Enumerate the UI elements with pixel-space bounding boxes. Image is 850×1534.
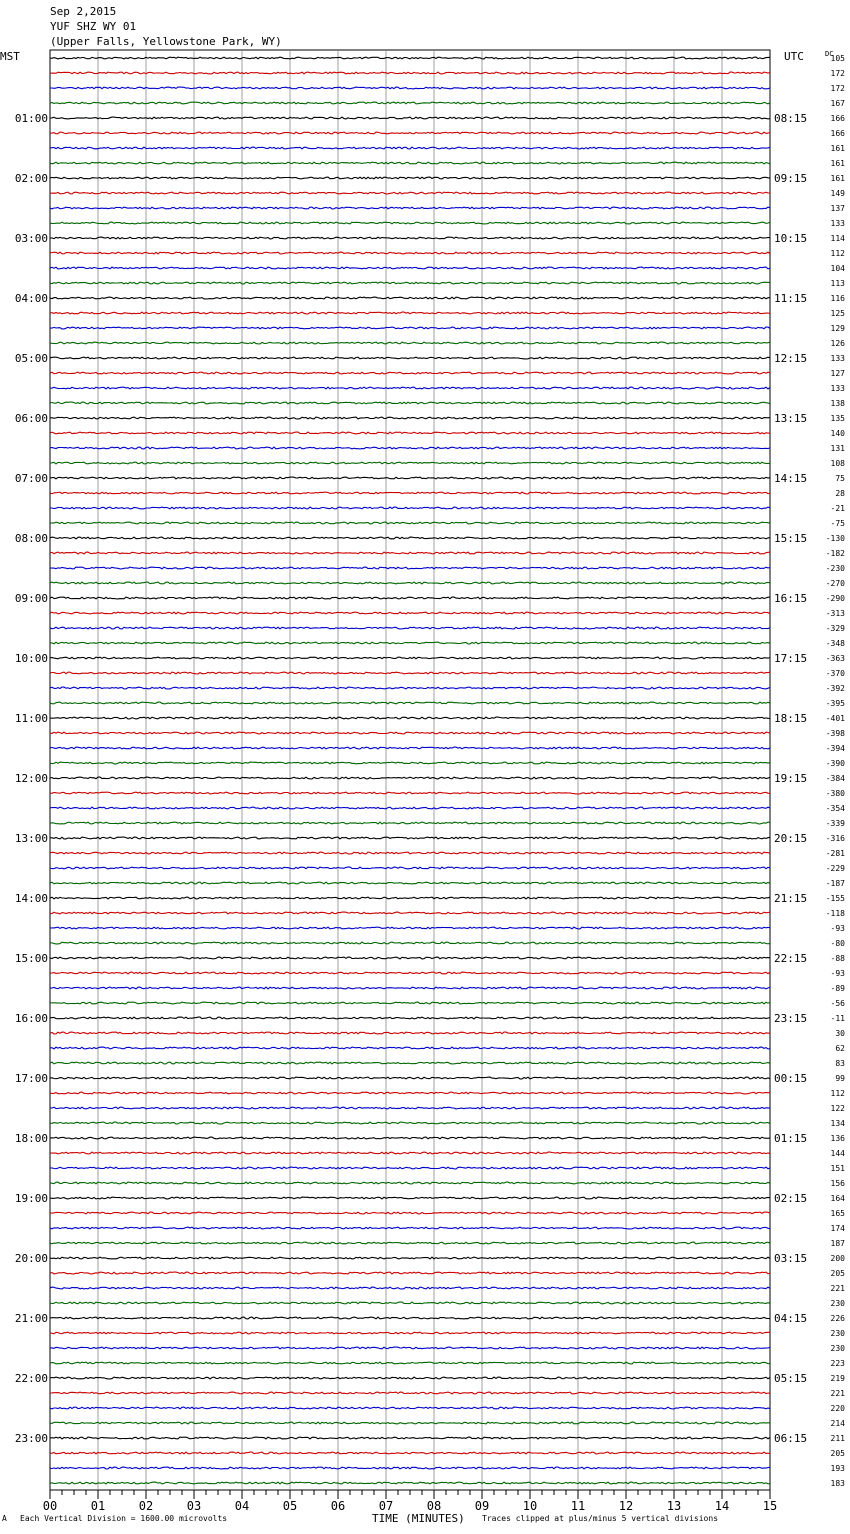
trace-line [50, 747, 770, 749]
utc-hour-label: 10:15 [774, 232, 808, 245]
utc-hour-label: 08:15 [774, 112, 808, 125]
mst-hour-label: 11:00 [14, 712, 48, 725]
utc-hour-label: 17:15 [774, 652, 808, 665]
trace-line [50, 462, 770, 464]
trace-line [50, 1152, 770, 1154]
trace-line [50, 1407, 770, 1409]
trace-line [50, 657, 770, 659]
trace-line [50, 132, 770, 134]
dc-offset-label: 220 [830, 1404, 845, 1413]
dc-offset-label: -281 [825, 849, 845, 858]
dc-offset-label: 161 [830, 144, 845, 153]
trace-line [50, 1467, 770, 1469]
dc-offset-label: 221 [830, 1284, 845, 1293]
mst-hour-label: 02:00 [14, 172, 48, 185]
trace-line [50, 672, 770, 674]
mst-hour-label: 23:00 [14, 1432, 48, 1445]
dc-offset-label: 156 [830, 1179, 845, 1188]
dc-offset-label: -182 [825, 549, 845, 558]
dc-offset-label: 230 [830, 1344, 845, 1353]
trace-line [50, 507, 770, 509]
trace-line [50, 912, 770, 914]
dc-offset-label: -229 [825, 864, 845, 873]
dc-offset-label: 151 [830, 1164, 845, 1173]
trace-line [50, 207, 770, 209]
dc-offset-label: 166 [830, 129, 845, 138]
dc-offset-label: -390 [825, 759, 845, 768]
trace-line [50, 372, 770, 374]
trace-line [50, 567, 770, 569]
dc-offset-label: 136 [830, 1134, 845, 1143]
utc-hour-label: 16:15 [774, 592, 808, 605]
dc-offset-label: 114 [830, 234, 845, 243]
trace-line [50, 762, 770, 764]
trace-line [50, 432, 770, 434]
dc-offset-label: 183 [830, 1479, 845, 1488]
trace-line [50, 867, 770, 869]
x-tick-label: 03 [186, 1499, 202, 1513]
trace-line [50, 1182, 770, 1184]
trace-line [50, 627, 770, 629]
clipping-note: Traces clipped at plus/minus 5 vertical divisions [482, 1514, 719, 1523]
trace-line [50, 1362, 770, 1364]
dc-offset-label: -11 [830, 1014, 845, 1023]
trace-line [50, 192, 770, 194]
dc-offset-label: -93 [830, 969, 845, 978]
trace-line [50, 612, 770, 614]
trace-line [50, 252, 770, 254]
dc-offset-label: 116 [830, 294, 845, 303]
dc-offset-label: -370 [825, 669, 845, 678]
dc-offset-label: 230 [830, 1299, 845, 1308]
dc-offset-label: 133 [830, 384, 845, 393]
dc-offset-label: 30 [835, 1029, 845, 1038]
trace-line [50, 1092, 770, 1094]
trace-line [50, 387, 770, 389]
trace-line [50, 1317, 770, 1319]
trace-line [50, 477, 770, 479]
dc-offset-label: -187 [825, 879, 845, 888]
dc-offset-label: -21 [830, 504, 845, 513]
dc-offset-label: 211 [830, 1434, 845, 1443]
trace-line [50, 522, 770, 524]
dc-offset-label: -401 [825, 714, 845, 723]
dc-offset-label: -130 [825, 534, 845, 543]
trace-line [50, 1257, 770, 1259]
trace-line [50, 282, 770, 284]
dc-offset-label: -313 [825, 609, 845, 618]
plot-frame [50, 50, 770, 1490]
dc-offset-label: 172 [830, 69, 845, 78]
trace-line [50, 1422, 770, 1424]
dc-header-label: DC [825, 50, 834, 58]
dc-offset-label: 138 [830, 399, 845, 408]
mst-hour-label: 21:00 [14, 1312, 48, 1325]
dc-offset-label: 129 [830, 324, 845, 333]
dc-offset-label: 104 [830, 264, 845, 273]
dc-offset-label: -316 [825, 834, 845, 843]
trace-line [50, 897, 770, 899]
mst-hour-label: 05:00 [14, 352, 48, 365]
dc-offset-label: -398 [825, 729, 845, 738]
trace-line [50, 297, 770, 299]
trace-line [50, 102, 770, 104]
trace-line [50, 642, 770, 644]
x-tick-label: 02 [138, 1499, 154, 1513]
x-tick-label: 01 [90, 1499, 106, 1513]
dc-offset-label: -230 [825, 564, 845, 573]
mst-hour-label: 09:00 [14, 592, 48, 605]
trace-line [50, 597, 770, 599]
trace-line [50, 312, 770, 314]
trace-line [50, 1002, 770, 1004]
x-tick-label: 05 [282, 1499, 298, 1513]
trace-line [50, 1452, 770, 1454]
x-tick-label: 12 [618, 1499, 634, 1513]
dc-offset-label: -348 [825, 639, 845, 648]
trace-line [50, 822, 770, 824]
mst-hour-label: 06:00 [14, 412, 48, 425]
dc-offset-label: 28 [835, 489, 845, 498]
utc-hour-label: 06:15 [774, 1432, 808, 1445]
dc-offset-label: 131 [830, 444, 845, 453]
trace-line [50, 357, 770, 359]
mst-hour-label: 19:00 [14, 1192, 48, 1205]
dc-offset-label: 126 [830, 339, 845, 348]
trace-line [50, 777, 770, 779]
dc-offset-label: 135 [830, 414, 845, 423]
trace-line [50, 162, 770, 164]
dc-offset-label: -80 [830, 939, 845, 948]
dc-offset-label: 149 [830, 189, 845, 198]
utc-hour-label: 21:15 [774, 892, 808, 905]
x-tick-label: 06 [330, 1499, 346, 1513]
utc-hour-label: 20:15 [774, 832, 808, 845]
trace-line [50, 267, 770, 269]
dc-offset-label: -290 [825, 594, 845, 603]
dc-offset-label: 140 [830, 429, 845, 438]
x-tick-label: 08 [426, 1499, 442, 1513]
dc-offset-label: -329 [825, 624, 845, 633]
x-tick-label: 07 [378, 1499, 394, 1513]
station-location: (Upper Falls, Yellowstone Park, WY) [50, 35, 282, 48]
mst-hour-label: 04:00 [14, 292, 48, 305]
trace-line [50, 882, 770, 884]
trace-line [50, 57, 770, 59]
dc-offset-label: 137 [830, 204, 845, 213]
dc-offset-label: 200 [830, 1254, 845, 1263]
station-code: YUF SHZ WY 01 [50, 20, 137, 33]
dc-offset-label: -56 [830, 999, 845, 1008]
dc-offset-label: -395 [825, 699, 845, 708]
trace-line [50, 552, 770, 554]
utc-hour-label: 11:15 [774, 292, 808, 305]
dc-offset-label: 125 [830, 309, 845, 318]
mst-hour-label: 01:00 [14, 112, 48, 125]
dc-offset-label: -384 [825, 774, 845, 783]
trace-line [50, 702, 770, 704]
trace-line [50, 1377, 770, 1379]
dc-offset-label: -155 [825, 894, 845, 903]
trace-line [50, 987, 770, 989]
dc-offset-label: 134 [830, 1119, 845, 1128]
trace-line [50, 327, 770, 329]
mst-hour-label: 14:00 [14, 892, 48, 905]
dc-offset-label: -270 [825, 579, 845, 588]
dc-offset-label: -354 [825, 804, 845, 813]
dc-offset-label: -339 [825, 819, 845, 828]
x-tick-label: 11 [570, 1499, 586, 1513]
dc-offset-label: 167 [830, 99, 845, 108]
dc-offset-label: 221 [830, 1389, 845, 1398]
mst-hour-label: 17:00 [14, 1072, 48, 1085]
corner-mark: A [2, 1514, 7, 1523]
utc-hour-label: 18:15 [774, 712, 808, 725]
trace-line [50, 1167, 770, 1169]
trace-line [50, 177, 770, 179]
trace-line [50, 1272, 770, 1274]
mst-zone-label: MST [0, 50, 20, 63]
dc-offset-label: 133 [830, 219, 845, 228]
trace-line [50, 447, 770, 449]
dc-offset-label: 83 [835, 1059, 845, 1068]
dc-offset-label: -380 [825, 789, 845, 798]
trace-line [50, 117, 770, 119]
dc-offset-label: 99 [835, 1074, 845, 1083]
trace-line [50, 807, 770, 809]
dc-offset-label: 193 [830, 1464, 845, 1473]
trace-line [50, 1347, 770, 1349]
dc-offset-label: 172 [830, 84, 845, 93]
dc-offset-label: -75 [830, 519, 845, 528]
dc-offset-label: -89 [830, 984, 845, 993]
dc-offset-label: 62 [835, 1044, 845, 1053]
mst-hour-label: 07:00 [14, 472, 48, 485]
utc-hour-label: 13:15 [774, 412, 808, 425]
dc-offset-label: 187 [830, 1239, 845, 1248]
trace-line [50, 852, 770, 854]
trace-line [50, 222, 770, 224]
dc-offset-label: -118 [825, 909, 845, 918]
trace-line [50, 72, 770, 74]
utc-hour-label: 03:15 [774, 1252, 808, 1265]
dc-offset-label: 122 [830, 1104, 845, 1113]
mst-hour-label: 18:00 [14, 1132, 48, 1145]
utc-hour-label: 00:15 [774, 1072, 808, 1085]
dc-offset-label: -392 [825, 684, 845, 693]
trace-line [50, 1077, 770, 1079]
trace-line [50, 1302, 770, 1304]
trace-line [50, 1032, 770, 1034]
utc-hour-label: 14:15 [774, 472, 808, 485]
utc-hour-label: 05:15 [774, 1372, 808, 1385]
dc-offset-label: 127 [830, 369, 845, 378]
x-axis-title: TIME (MINUTES) [372, 1512, 465, 1525]
trace-line [50, 402, 770, 404]
dc-offset-label: 166 [830, 114, 845, 123]
utc-zone-label: UTC [784, 50, 804, 63]
utc-hour-label: 15:15 [774, 532, 808, 545]
trace-line [50, 1437, 770, 1439]
trace-line [50, 492, 770, 494]
trace-line [50, 792, 770, 794]
dc-offset-label: 161 [830, 159, 845, 168]
mst-hour-label: 15:00 [14, 952, 48, 965]
utc-hour-label: 12:15 [774, 352, 808, 365]
x-tick-label: 09 [474, 1499, 490, 1513]
utc-hour-label: 19:15 [774, 772, 808, 785]
trace-line [50, 1227, 770, 1229]
trace-line [50, 1107, 770, 1109]
mst-hour-label: 03:00 [14, 232, 48, 245]
dc-offset-label: -88 [830, 954, 845, 963]
dc-offset-label: -394 [825, 744, 845, 753]
trace-line [50, 1137, 770, 1139]
trace-line [50, 687, 770, 689]
trace-line [50, 957, 770, 959]
utc-hour-label: 04:15 [774, 1312, 808, 1325]
x-tick-label: 14 [714, 1499, 730, 1513]
trace-line [50, 1287, 770, 1289]
trace-line [50, 1017, 770, 1019]
dc-offset-label: 133 [830, 354, 845, 363]
x-tick-label: 00 [42, 1499, 58, 1513]
trace-line [50, 972, 770, 974]
dc-offset-label: 113 [830, 279, 845, 288]
utc-hour-label: 22:15 [774, 952, 808, 965]
dc-offset-label: 112 [830, 249, 845, 258]
trace-line [50, 417, 770, 419]
mst-hour-label: 10:00 [14, 652, 48, 665]
dc-offset-label: 205 [830, 1449, 845, 1458]
dc-offset-label: 230 [830, 1329, 845, 1338]
dc-offset-label: 174 [830, 1224, 845, 1233]
dc-offset-label: 105 [830, 54, 845, 63]
plot-date: Sep 2,2015 [50, 5, 117, 18]
utc-hour-label: 09:15 [774, 172, 808, 185]
utc-hour-label: 02:15 [774, 1192, 808, 1205]
vertical-division-note: Each Vertical Division = 1600.00 microvolts [20, 1514, 228, 1523]
dc-offset-label: -93 [830, 924, 845, 933]
x-tick-label: 10 [522, 1499, 538, 1513]
trace-line [50, 342, 770, 344]
trace-line [50, 1212, 770, 1214]
dc-offset-label: 164 [830, 1194, 845, 1203]
trace-line [50, 87, 770, 89]
dc-offset-label: 108 [830, 459, 845, 468]
x-tick-label: 15 [762, 1499, 778, 1513]
mst-hour-label: 13:00 [14, 832, 48, 845]
trace-line [50, 942, 770, 944]
trace-line [50, 237, 770, 239]
trace-line [50, 1047, 770, 1049]
trace-line [50, 717, 770, 719]
x-tick-label: 04 [234, 1499, 250, 1513]
utc-hour-label: 23:15 [774, 1012, 808, 1025]
dc-offset-label: 214 [830, 1419, 845, 1428]
trace-line [50, 1332, 770, 1334]
dc-offset-label: 226 [830, 1314, 845, 1323]
dc-offset-label: 223 [830, 1359, 845, 1368]
dc-offset-label: 219 [830, 1374, 845, 1383]
trace-line [50, 1062, 770, 1064]
utc-hour-label: 01:15 [774, 1132, 808, 1145]
x-tick-label: 13 [666, 1499, 682, 1513]
trace-line [50, 732, 770, 734]
dc-offset-label: 205 [830, 1269, 845, 1278]
dc-offset-label: 165 [830, 1209, 845, 1218]
trace-line [50, 837, 770, 839]
mst-hour-label: 12:00 [14, 772, 48, 785]
trace-line [50, 147, 770, 149]
trace-line [50, 582, 770, 584]
trace-line [50, 927, 770, 929]
dc-offset-label: 112 [830, 1089, 845, 1098]
dc-offset-label: -363 [825, 654, 845, 663]
trace-line [50, 1482, 770, 1484]
trace-line [50, 1197, 770, 1199]
trace-line [50, 537, 770, 539]
trace-line [50, 1392, 770, 1394]
dc-offset-label: 75 [835, 474, 845, 483]
mst-hour-label: 08:00 [14, 532, 48, 545]
dc-offset-label: 144 [830, 1149, 845, 1158]
dc-offset-label: 161 [830, 174, 845, 183]
mst-hour-label: 16:00 [14, 1012, 48, 1025]
mst-hour-label: 22:00 [14, 1372, 48, 1385]
trace-line [50, 1122, 770, 1124]
trace-line [50, 1242, 770, 1244]
mst-hour-label: 20:00 [14, 1252, 48, 1265]
